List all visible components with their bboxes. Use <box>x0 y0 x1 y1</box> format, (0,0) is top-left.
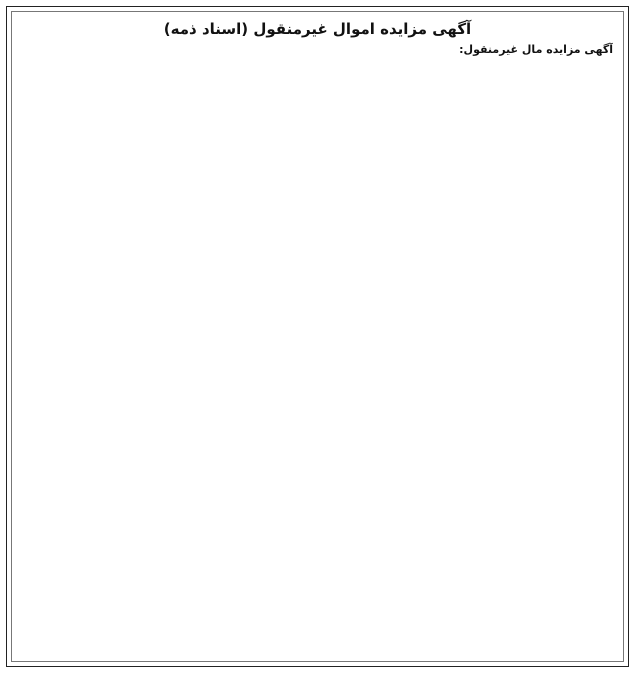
text-line <box>22 88 613 103</box>
text-line <box>22 594 613 609</box>
paragraph-2 <box>22 137 613 414</box>
text-line <box>22 341 613 356</box>
text-line <box>22 181 613 196</box>
text-line <box>22 152 613 167</box>
text-line <box>22 507 613 522</box>
notice-title: آگهی مزایده اموال غیرمنقول (اسناد ذمه) <box>163 20 472 38</box>
text-line <box>22 298 613 313</box>
notice-intro: آگهی مزایده مال غیرمنقول: <box>459 43 613 56</box>
text-line <box>22 448 613 463</box>
text-line <box>22 225 613 240</box>
text-line <box>22 370 613 385</box>
text-line <box>22 137 613 152</box>
text-line <box>22 268 613 283</box>
text-line <box>22 551 613 566</box>
paragraph-1 <box>22 59 613 132</box>
text-line <box>22 59 613 74</box>
text-line <box>22 327 613 342</box>
text-line <box>22 312 613 327</box>
text-line <box>22 210 613 225</box>
text-line <box>22 195 613 210</box>
text-line <box>22 624 613 639</box>
signature-line <box>22 669 613 691</box>
text-line <box>22 117 613 132</box>
footer-divider <box>22 664 613 665</box>
text-line <box>22 356 613 371</box>
text-line <box>22 166 613 181</box>
text-line <box>22 434 613 449</box>
text-line <box>22 254 613 269</box>
text-line <box>22 385 613 400</box>
notice-frame <box>6 6 629 667</box>
text-line <box>22 565 613 580</box>
text-line <box>22 521 613 536</box>
text-line <box>22 283 613 298</box>
text-line <box>22 74 613 89</box>
text-line <box>22 609 613 624</box>
publication-date-line <box>22 643 613 658</box>
notice-body <box>11 11 624 662</box>
text-line <box>22 463 613 478</box>
text-line <box>22 478 613 493</box>
text-line <box>22 580 613 595</box>
text-line <box>22 492 613 507</box>
text-line <box>22 536 613 551</box>
paragraph-3 <box>22 419 613 638</box>
text-line <box>22 103 613 118</box>
text-line <box>22 400 613 415</box>
text-line <box>22 419 613 434</box>
text-line <box>22 239 613 254</box>
